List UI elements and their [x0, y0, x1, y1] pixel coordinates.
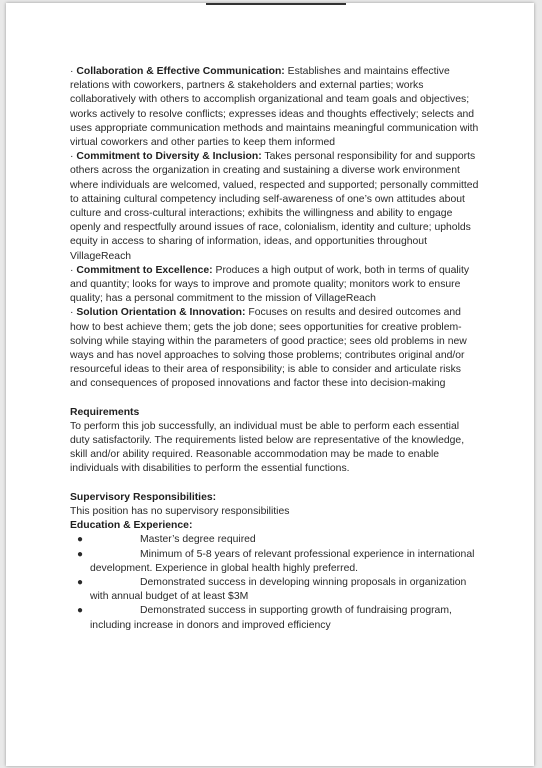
- competency-item: · Commitment to Excellence: Produces a high output of work, both in terms of quality and quantity; looks for ways to improve and promote quality; monitors work to ensure quality; has a personal commitment to the mission of VillageReach: [70, 264, 470, 305]
- document-content: [70, 65, 480, 633]
- supervisory-text: This position has no supervisory responsibilities: [70, 505, 290, 517]
- education-item: ● Master’s degree required: [70, 533, 480, 547]
- competency-title: Collaboration & Effective Communication:: [76, 66, 285, 77]
- bullet-icon: ●: [77, 548, 84, 560]
- bullet-icon: ●: [77, 576, 84, 588]
- education-list: [70, 533, 480, 632]
- requirements-text: To perform this job successfully, an individual must be able to perform each essential duty satisfactorily. The requirements listed below are representative of the knowledge, skill and/or ability required. Reasonable accommodation may be made to enable individuals with disabilities to perform the essential functions.: [70, 420, 465, 475]
- education-item: ● Demonstrated success in developing winning proposals in organization with annual budget of at least $3M: [77, 576, 467, 603]
- education-heading: Education & Experience:: [70, 520, 193, 532]
- competency-item: · Commitment to Diversity & Inclusion: Takes personal responsibility for and supports others across the organization in creating and sustaining a diverse work environment where individuals are welcomed, valued, respected and supported; personally committed to attaining cultural competency including self-awareness of one’s own attitudes about culture and cross-cultural interactions; exhibits the willingness and ability to engage openly and respectfully around issues of race, colonialism, identity and culture; upholds equity in access to sharing of information, ideas, and opportunities throughout VillageReach: [70, 151, 479, 262]
- competency-title: Solution Orientation & Innovation:: [76, 307, 246, 319]
- competency-text: Focuses on results and desired outcomes and how to best achieve them; gets the job done; sees opportunities for creative problem-solving while staying within the parameters of good practice; sees old problems in new ways and has novel approaches to solving those problems; contributes original and/or resourceful ideas to their area of responsibility; is able to consider and articulate risks and consequences of proposed innovations and factor these into decision-making: [70, 307, 467, 390]
- viewer-top-edge: [206, 3, 346, 5]
- competency-text: Produces a high output of work, both in terms of quality and quantity; looks for ways to improve and promote quality; monitors work to ensure quality; has a personal commitment to the mission of VillageReach: [70, 264, 470, 305]
- requirements-heading: Requirements: [70, 406, 140, 418]
- bullet-icon: ●: [77, 534, 84, 546]
- education-item: ● Minimum of 5-8 years of relevant professional experience in international development. Experience in global health highly preferred.: [77, 548, 475, 574]
- bullet-icon: ●: [77, 605, 84, 617]
- competency-item: · Collaboration & Effective Communication: Establishes and maintains effective relations with coworkers, partners & stakeholders and external parties; works collaboratively with others to accomplish organizational and team goals and objectives; works actively to resolve conflicts; expresses ideas and thoughts effectively; selects and uses appropriate communication methods and maintains meaningful communication with virtual coworkers and other parties to keep them informed: [70, 66, 479, 149]
- competency-title: Commitment to Excellence:: [76, 264, 213, 276]
- supervisory-heading: Supervisory Responsibilities:: [70, 491, 217, 503]
- document-page: [6, 3, 534, 766]
- competency-title: Commitment to Diversity & Inclusion:: [76, 151, 262, 163]
- education-item: ● Demonstrated success in supporting growth of fundraising program, including increase in donors and improved efficiency: [77, 605, 452, 631]
- competency-item: · Solution Orientation & Innovation: Focuses on results and desired outcomes and how to best achieve them; gets the job done; sees opportunities for creative problem-solving while staying within the parameters of good practice; sees old problems in new ways and has novel approaches to solving those problems; contributes original and/or resourceful ideas to their area of responsibility; is able to consider and articulate risks and consequences of proposed innovations and factor these into decision-making: [70, 307, 467, 390]
- competency-text: Establishes and maintains effective relations with coworkers, partners & stakeholders and external parties; works collaboratively with others to accomplish organizational and team goals and objectives; works actively to resolve conflicts; expresses ideas and thoughts effectively; selects and uses appropriate communication methods and maintains meaningful communication with virtual coworkers and other parties to keep them informed: [70, 66, 479, 149]
- competency-text: Takes personal responsibility for and supports others across the organization in creating and sustaining a diverse work environment where individuals are welcomed, valued, respected and supported; personally committed to attaining cultural competency including self-awareness of one’s own attitudes about culture and cross-cultural interactions; exhibits the willingness and ability to engage openly and respectfully around issues of race, colonialism, identity and culture; upholds equity in access to sharing of information, ideas, and opportunities throughout VillageReach: [70, 151, 479, 262]
